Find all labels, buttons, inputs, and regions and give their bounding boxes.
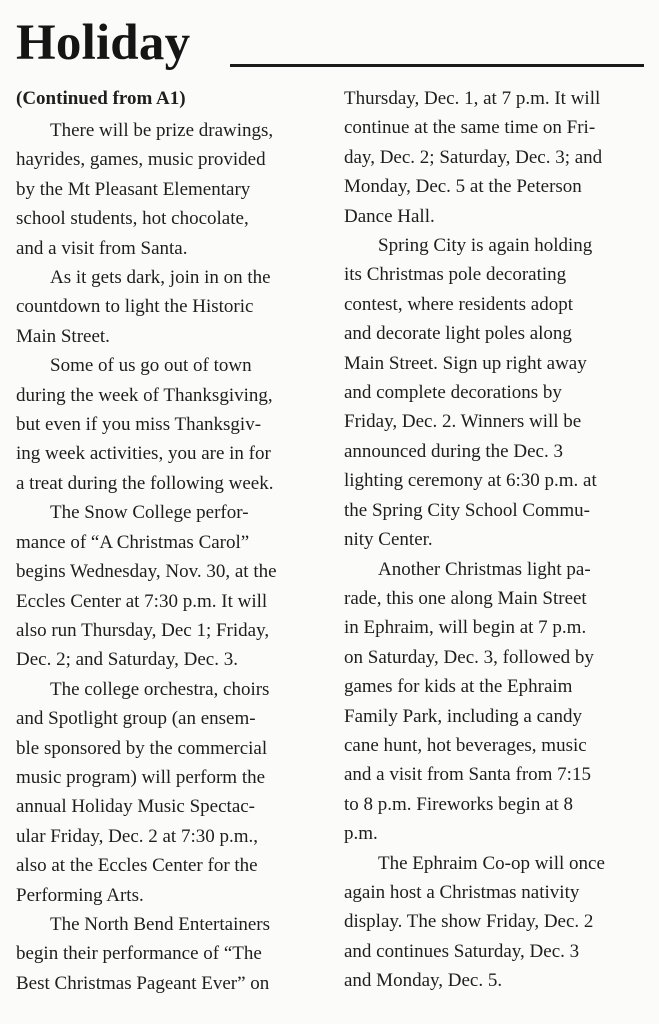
left-column-paragraph bbox=[16, 351, 320, 498]
text-line: announced during the Dec. 3 bbox=[344, 440, 563, 462]
text-line: Spring City is again holding bbox=[378, 235, 593, 257]
text-line: Another Christmas light pa- bbox=[378, 558, 591, 580]
text-line: Dance Hall. bbox=[344, 205, 435, 227]
continued-from-label: (Continued from A1) bbox=[16, 88, 186, 109]
text-line: There will be prize drawings, bbox=[50, 120, 274, 141]
text-line: the Spring City School Commu- bbox=[344, 499, 590, 521]
text-line: Performing Arts. bbox=[16, 884, 144, 906]
text-line: and decorate light poles along bbox=[344, 323, 572, 345]
text-line: and continues Saturday, Dec. 3 bbox=[344, 940, 580, 962]
text-line: a treat during the following week. bbox=[16, 472, 274, 494]
text-line: Friday, Dec. 2. Winners will be bbox=[344, 411, 582, 433]
text-line: nity Center. bbox=[344, 529, 433, 551]
text-line: but even if you miss Thanksgiv- bbox=[16, 414, 262, 436]
text-line: music program) will perform the bbox=[16, 766, 266, 788]
text-line: cane hunt, hot beverages, music bbox=[344, 734, 587, 756]
text-line: begin their performance of “The bbox=[16, 943, 262, 965]
text-line: contest, where residents adopt bbox=[344, 293, 573, 315]
text-line: The college orchestra, choirs bbox=[50, 678, 270, 700]
text-line: to 8 p.m. Fireworks begin at 8 bbox=[344, 793, 574, 815]
text-line: during the week of Thanksgiving, bbox=[16, 384, 273, 406]
text-line: and a visit from Santa. bbox=[16, 237, 188, 259]
left-column-paragraph bbox=[16, 675, 320, 910]
headline-row bbox=[16, 14, 644, 76]
text-line: Family Park, including a candy bbox=[344, 705, 582, 727]
text-line: day, Dec. 2; Saturday, Dec. 3; and bbox=[344, 146, 603, 168]
text-line: in Ephraim, will begin at 7 p.m. bbox=[344, 617, 587, 639]
text-line: Main Street. Sign up right away bbox=[344, 352, 587, 374]
text-line: countdown to light the Historic bbox=[16, 296, 254, 318]
headline: Holiday bbox=[16, 15, 191, 71]
text-line: ble sponsored by the commercial bbox=[16, 737, 268, 759]
text-line: begins Wednesday, Nov. 30, at the bbox=[16, 561, 277, 583]
left-column-paragraph bbox=[16, 910, 320, 998]
right-column-body bbox=[344, 84, 644, 996]
text-line: again host a Christmas nativity bbox=[344, 881, 580, 903]
text-line: and complete decorations by bbox=[344, 382, 562, 404]
right-column-paragraph bbox=[344, 84, 644, 231]
text-line: The Ephraim Co-op will once bbox=[378, 852, 605, 874]
text-line: by the Mt Pleasant Elementary bbox=[16, 178, 251, 200]
text-line: Eccles Center at 7:30 p.m. It will bbox=[16, 590, 268, 612]
text-line: p.m. bbox=[344, 823, 378, 845]
text-line: and Monday, Dec. 5. bbox=[344, 970, 503, 992]
right-column-paragraph bbox=[344, 849, 644, 996]
text-line: on Saturday, Dec. 3, followed by bbox=[344, 646, 594, 668]
right-column-paragraph bbox=[344, 555, 644, 849]
left-column-paragraph bbox=[16, 116, 320, 263]
text-line: and Spotlight group (an ensem- bbox=[16, 708, 256, 730]
text-line: Thursday, Dec. 1, at 7 p.m. It will bbox=[344, 88, 601, 109]
text-line: ing week activities, you are in for bbox=[16, 443, 271, 465]
text-line: ular Friday, Dec. 2 at 7:30 p.m., bbox=[16, 825, 259, 847]
text-line: mance of “A Christmas Carol” bbox=[16, 531, 250, 553]
text-line: As it gets dark, join in on the bbox=[50, 267, 271, 289]
text-line: Main Street. bbox=[16, 325, 110, 347]
text-line: continue at the same time on Fri- bbox=[344, 117, 596, 139]
left-column-paragraph bbox=[16, 263, 320, 351]
text-line: its Christmas pole decorating bbox=[344, 264, 567, 286]
text-line: Dec. 2; and Saturday, Dec. 3. bbox=[16, 649, 238, 671]
text-line: hayrides, games, music provided bbox=[16, 149, 266, 171]
left-column-body bbox=[16, 116, 320, 998]
left-column bbox=[16, 84, 320, 998]
text-line: The North Bend Entertainers bbox=[50, 913, 271, 935]
text-line: games for kids at the Ephraim bbox=[344, 676, 573, 698]
text-line: Some of us go out of town bbox=[50, 355, 252, 377]
right-column bbox=[344, 84, 644, 996]
text-line: Best Christmas Pageant Ever” on bbox=[16, 972, 270, 994]
text-line: rade, this one along Main Street bbox=[344, 587, 587, 609]
text-line: Monday, Dec. 5 at the Peterson bbox=[344, 176, 582, 198]
right-column-paragraph bbox=[344, 231, 644, 554]
text-line: and a visit from Santa from 7:15 bbox=[344, 764, 591, 786]
text-line: school students, hot chocolate, bbox=[16, 208, 249, 230]
text-line: also run Thursday, Dec 1; Friday, bbox=[16, 619, 270, 641]
headline-rule bbox=[230, 64, 644, 67]
text-line: also at the Eccles Center for the bbox=[16, 855, 258, 877]
text-line: The Snow College perfor- bbox=[50, 502, 249, 524]
text-line: annual Holiday Music Spectac- bbox=[16, 796, 256, 818]
left-column-paragraph bbox=[16, 498, 320, 674]
text-line: lighting ceremony at 6:30 p.m. at bbox=[344, 470, 597, 492]
text-line: display. The show Friday, Dec. 2 bbox=[344, 911, 594, 933]
